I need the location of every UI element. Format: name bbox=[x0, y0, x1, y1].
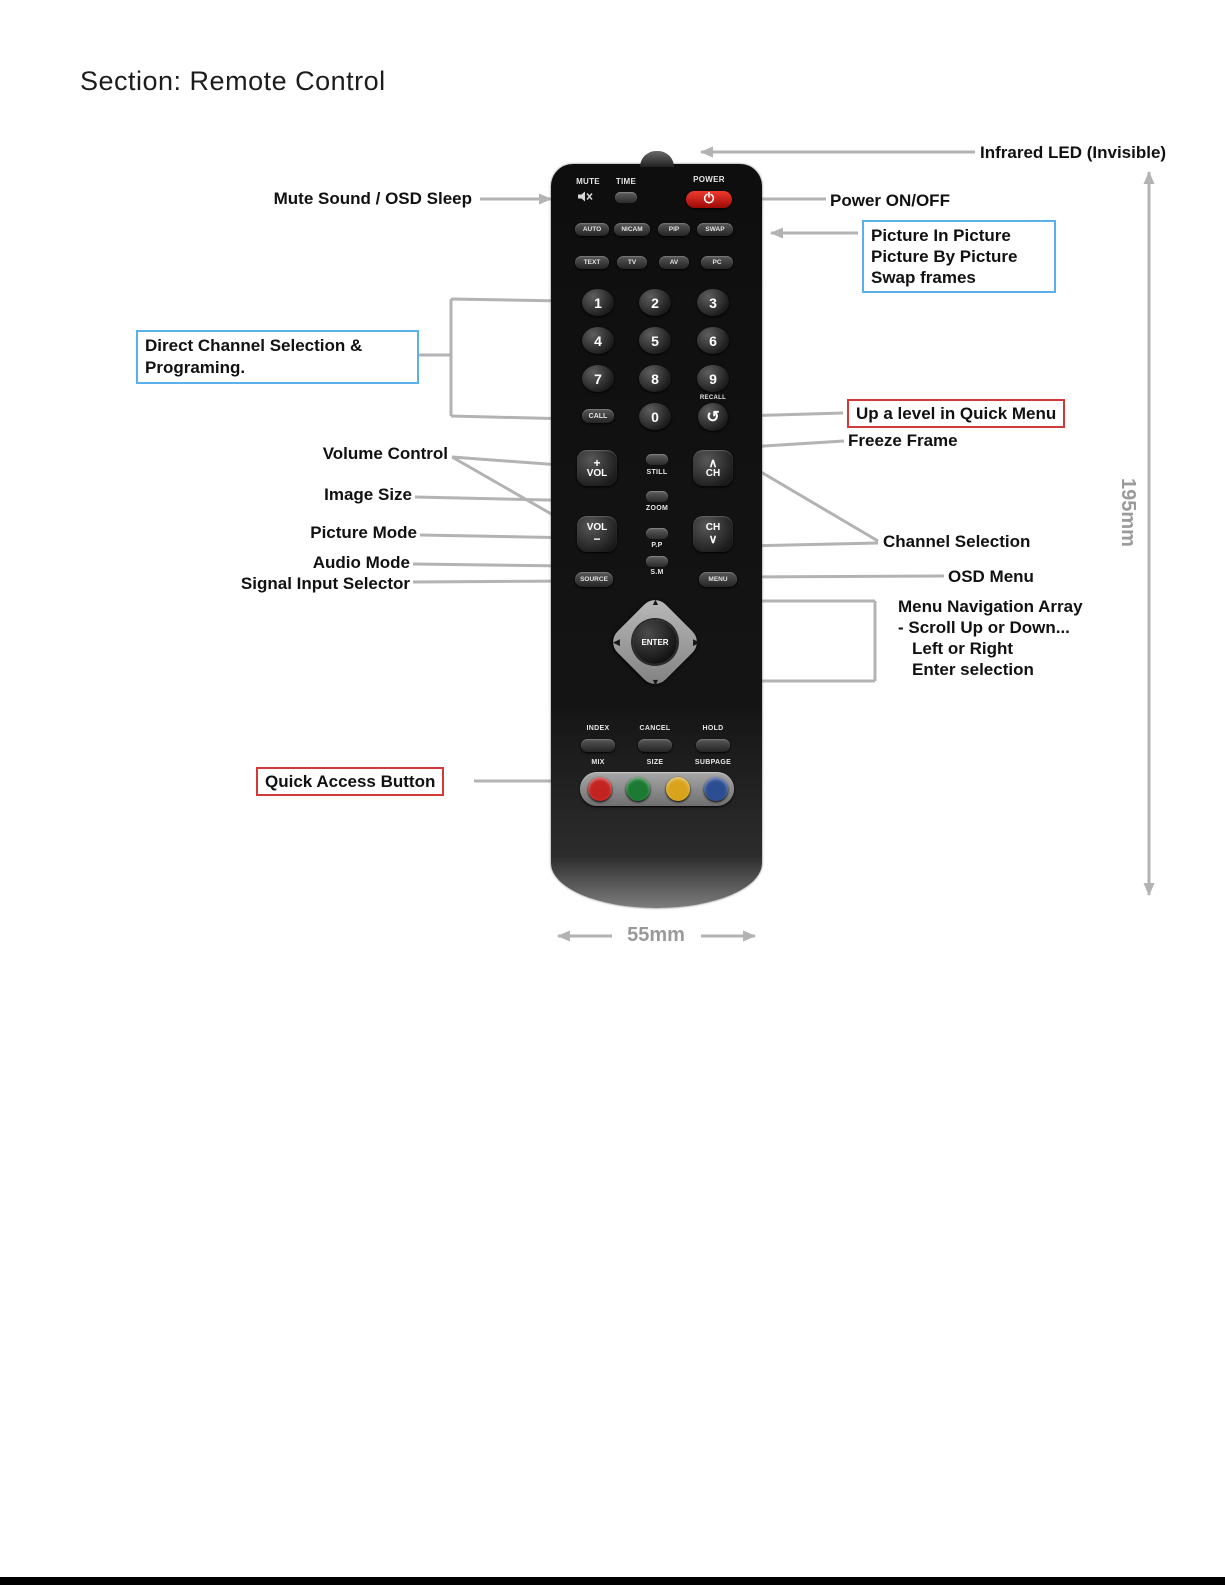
pip-button: PIP bbox=[658, 223, 690, 236]
callout-audio-mode: Audio Mode bbox=[312, 553, 410, 572]
swap-button: SWAP bbox=[697, 223, 733, 236]
size-label: SIZE bbox=[646, 759, 664, 766]
text-button: TEXT bbox=[575, 256, 609, 269]
direct-channel-line2: Programing. bbox=[145, 358, 246, 377]
nav-block-line4: Enter selection bbox=[912, 660, 1034, 679]
recall-label: RECALL bbox=[699, 395, 727, 401]
yellow-key-button bbox=[666, 777, 690, 801]
callout-power: Power ON/OFF bbox=[830, 191, 950, 210]
enter-button: ENTER bbox=[633, 620, 677, 664]
volume-down-button bbox=[577, 516, 617, 552]
vol-down-text: VOL bbox=[586, 521, 608, 533]
callout-signal-input: Signal Input Selector bbox=[240, 574, 410, 593]
digit-7-button: 7 bbox=[582, 365, 614, 392]
nav-block-line3: Left or Right bbox=[912, 639, 1014, 658]
pip-box-line1: Picture In Picture bbox=[871, 226, 1011, 245]
ch-up-text: CH bbox=[705, 468, 721, 480]
recall-button bbox=[698, 403, 728, 431]
cancel-button bbox=[638, 739, 672, 752]
mute-label: MUTE bbox=[576, 177, 600, 186]
pc-button: PC bbox=[701, 256, 733, 269]
callout-freeze-frame: Freeze Frame bbox=[848, 431, 958, 450]
callout-channel-selection: Channel Selection bbox=[883, 532, 1031, 551]
callout-picture-mode: Picture Mode bbox=[310, 523, 417, 542]
remote-control-body bbox=[551, 164, 762, 908]
infrared-led bbox=[640, 151, 674, 167]
call-button: CALL bbox=[582, 409, 614, 423]
auto-button: AUTO bbox=[575, 223, 609, 236]
index-button bbox=[581, 739, 615, 752]
tv-button: TV bbox=[617, 256, 647, 269]
nicam-button: NICAM bbox=[614, 223, 650, 236]
height-dimension-label: 195mm bbox=[1117, 478, 1139, 547]
subpage-label: SUBPAGE bbox=[694, 759, 732, 766]
blue-key-button bbox=[704, 777, 728, 801]
sm-label: S.M bbox=[650, 569, 664, 576]
callout-up-level-box: Up a level in Quick Menu bbox=[847, 399, 1065, 428]
time-label: TIME bbox=[615, 177, 637, 186]
nav-block-line1: Menu Navigation Array bbox=[898, 597, 1083, 616]
callout-volume: Volume Control bbox=[322, 444, 448, 463]
nav-left-icon: ◀ bbox=[613, 637, 620, 647]
hold-label: HOLD bbox=[702, 725, 724, 732]
av-button: AV bbox=[659, 256, 689, 269]
nav-right-icon: ▶ bbox=[693, 637, 700, 647]
red-key-button bbox=[588, 777, 612, 801]
digit-3-button: 3 bbox=[697, 289, 729, 316]
nav-up-icon: ▲ bbox=[651, 597, 660, 607]
source-button: SOURCE bbox=[575, 572, 613, 587]
vol-up-text: VOL bbox=[586, 468, 608, 480]
ch-up-chevron: ∧ bbox=[708, 455, 718, 470]
width-dimension-label: 55mm bbox=[627, 924, 685, 946]
index-label: INDEX bbox=[586, 725, 610, 732]
digit-2-button: 2 bbox=[639, 289, 671, 316]
pp-label: P.P bbox=[651, 542, 663, 549]
power-label: POWER bbox=[693, 175, 725, 184]
callout-quick-access-box: Quick Access Button bbox=[256, 767, 444, 796]
callout-image-size: Image Size bbox=[324, 485, 412, 504]
mix-label: MIX bbox=[591, 759, 605, 766]
hold-button bbox=[696, 739, 730, 752]
callout-infrared: Infrared LED (Invisible) bbox=[980, 143, 1167, 162]
ch-down-chevron: ∨ bbox=[708, 531, 718, 546]
callout-direct-channel-box bbox=[136, 330, 419, 384]
still-label: STILL bbox=[646, 469, 668, 476]
callout-nav-block bbox=[898, 596, 1138, 680]
mute-icon bbox=[577, 190, 593, 208]
nav-block-line2: - Scroll Up or Down... bbox=[898, 618, 1070, 637]
cancel-label: CANCEL bbox=[639, 725, 671, 732]
sm-button bbox=[646, 556, 668, 567]
vol-up-plus: + bbox=[593, 455, 601, 470]
green-key-button bbox=[626, 777, 650, 801]
pip-box-line3: Swap frames bbox=[871, 268, 976, 287]
zoom-button bbox=[646, 491, 668, 502]
nav-down-icon: ▼ bbox=[651, 677, 660, 687]
digit-6-button: 6 bbox=[697, 327, 729, 354]
page-bottom-border bbox=[0, 1577, 1225, 1585]
callout-mute: Mute Sound / OSD Sleep bbox=[273, 189, 472, 208]
ch-down-text: CH bbox=[705, 521, 721, 533]
digit-0-button: 0 bbox=[639, 403, 671, 430]
power-button bbox=[686, 191, 732, 208]
recall-icon: ↺ bbox=[706, 409, 720, 426]
volume-up-button bbox=[577, 450, 617, 486]
pp-button bbox=[646, 528, 668, 539]
channel-down-button bbox=[693, 516, 733, 552]
digit-8-button: 8 bbox=[639, 365, 671, 392]
callout-osd-menu: OSD Menu bbox=[948, 567, 1034, 586]
menu-button: MENU bbox=[699, 572, 737, 587]
color-key-strip bbox=[580, 772, 734, 806]
still-button bbox=[646, 454, 668, 465]
direct-channel-line1: Direct Channel Selection & bbox=[145, 336, 363, 355]
vol-down-minus: − bbox=[593, 531, 601, 546]
digit-1-button: 1 bbox=[582, 289, 614, 316]
pip-box-line2: Picture By Picture bbox=[871, 247, 1018, 266]
page-title: Section: Remote Control bbox=[80, 66, 386, 96]
digit-5-button: 5 bbox=[639, 327, 671, 354]
digit-9-button: 9 bbox=[697, 365, 729, 392]
callout-pip-box bbox=[862, 220, 1056, 293]
zoom-label: ZOOM bbox=[645, 505, 669, 512]
digit-4-button: 4 bbox=[582, 327, 614, 354]
navigation-cluster bbox=[601, 592, 709, 692]
power-icon bbox=[703, 191, 715, 209]
time-button bbox=[615, 192, 637, 203]
channel-up-button bbox=[693, 450, 733, 486]
